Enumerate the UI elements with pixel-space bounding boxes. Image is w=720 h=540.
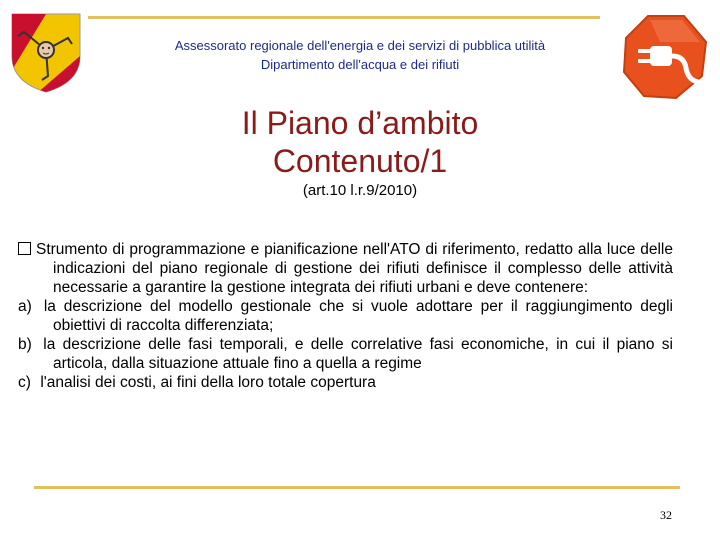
list-marker <box>18 240 36 259</box>
header-text <box>120 36 600 74</box>
list-marker: b) <box>18 336 32 353</box>
page-title <box>120 104 600 180</box>
title-line-2: Contenuto/1 <box>272 143 448 179</box>
header-line-2: Dipartimento dell'acqua e dei rifiuti <box>260 57 460 72</box>
bottom-rule <box>34 486 680 489</box>
list-marker: a) <box>18 298 32 315</box>
power-plug-icon <box>620 12 708 102</box>
item-text: l'analisi dei costi, ai fini della loro totale copertura <box>40 374 376 391</box>
title-line-1: Il Piano d’ambito <box>241 105 479 141</box>
item-text: la descrizione delle fasi temporali, e delle correlative fasi economiche, in cui il piano si articola, dalla situazione attuale fino a quella a regime <box>43 336 673 372</box>
list-item <box>18 335 673 373</box>
item-text: Strumento di programmazione e pianificazione nell'ATO di riferimento, redatto alla luce delle indicazioni del piano regionale di gestione dei rifiuti definisce il complesso delle attività necessarie a garantire la gestione integrata dei rifiuti urbani e deve contenere: <box>36 241 673 296</box>
content-body <box>18 240 673 392</box>
list-marker: c) <box>18 374 31 391</box>
list-item <box>18 297 673 335</box>
subtitle: (art.10 l.r.9/2010) <box>302 182 418 199</box>
top-rule <box>88 16 600 19</box>
page-number: 32 <box>660 508 672 522</box>
list-item <box>18 240 673 297</box>
trinacria-emblem-icon <box>6 10 86 94</box>
list-item <box>18 373 673 392</box>
header-line-1: Assessorato regionale dell'energia e dei servizi di pubblica utilità <box>174 38 546 53</box>
checkbox-bullet-icon <box>18 242 31 255</box>
item-text: la descrizione del modello gestionale che si vuole adottare per il raggiungimento degli obiettivi di raccolta differenziata; <box>43 298 673 334</box>
